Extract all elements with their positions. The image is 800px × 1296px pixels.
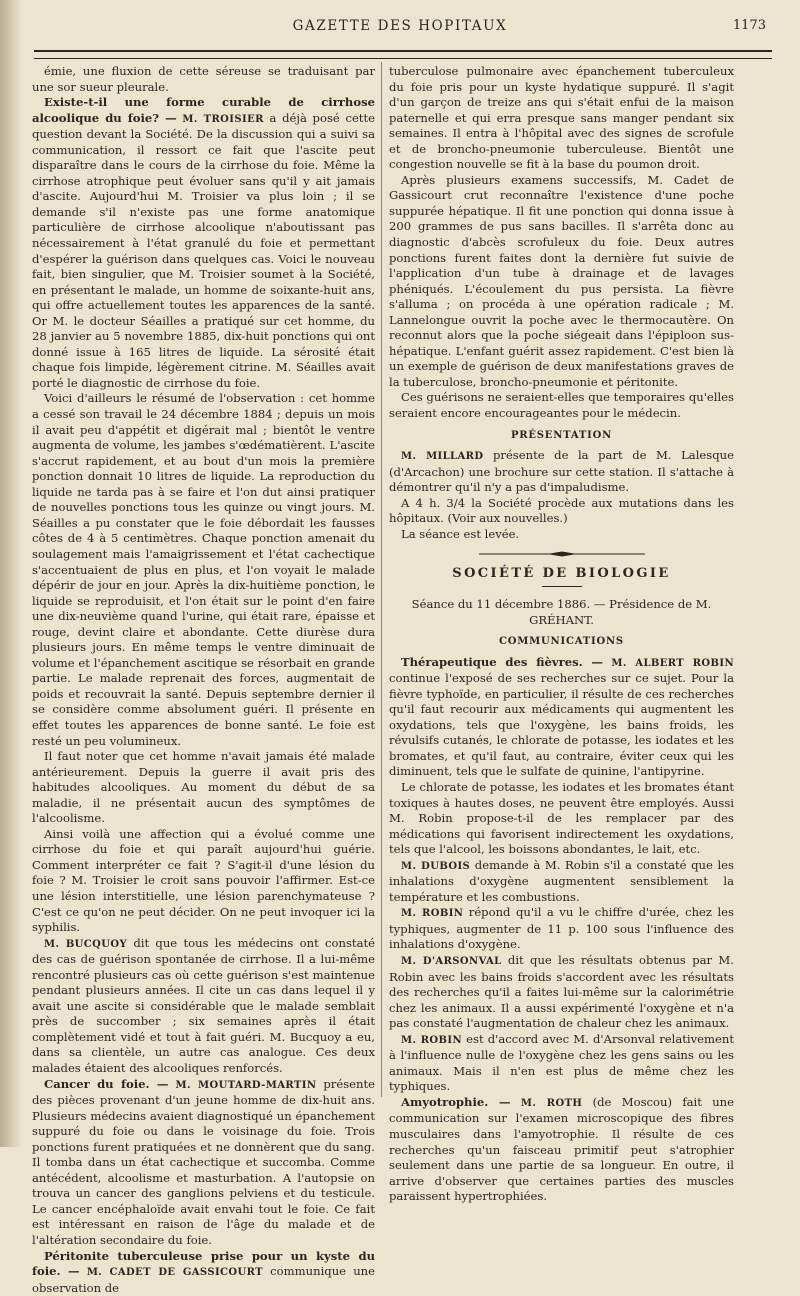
paragraph-heading: Péritonite tuberculeuse prise pour un kyste du foie. — xyxy=(32,1248,375,1279)
communications-heading: COMMUNICATIONS xyxy=(499,636,624,648)
heading-underline xyxy=(542,586,582,587)
paragraph xyxy=(389,64,734,173)
presentation-heading: PRÉSENTATION xyxy=(510,429,613,441)
speaker-name: M. D'ARSONVAL xyxy=(401,955,502,967)
paragraph-text: (de Moscou) fait une communication sur l'examen microscopique des fibres musculaires dans l'amyotrophie. Il résulte de ces recherches qu'un faisceau primitif peut s'atrophier seulement dans une partie de sa longueur. En outre, il arrive d'observer que certaines parties des muscles paraissent hypertrophiées. xyxy=(389,1094,735,1204)
paragraph-text: dit que les résultats obtenus par M. Robin avec les bains froids s'accordent avec les résultats des recherches qu'il a faites lui-même sur la calorimétrie chez les animaux. Il a aussi expérimenté l'oxygène et n'a pas constaté l'augmentation de chaleur chez les animaux. xyxy=(389,952,734,1031)
society-heading: SOCIÉTÉ DE BIOLOGIE xyxy=(452,566,671,582)
paragraph-text: Il faut noter que cet homme n'avait jamais été malade antérieurement. Depuis la guerre il avait pris des habitudes alcooliques. Au moment du début de sa maladie, il ne présentait aucun des symptômes de l'alcoolisme. xyxy=(32,749,375,826)
paragraph-text: tuberculose pulmonaire avec épanchement tuberculeux du foie pris pour un kyste hydatique suppuré. Il s'agit d'un garçon de treize ans qui s'était enfui de la maison paternelle et qui erra presque sans manger pendant six semaines. Il entra à l'hôpital avec des signes de scrofule et de broncho-pneumonie tuberculeuse. Bientôt une congestion nouvelle se fit à la base du poumon droit. xyxy=(389,64,734,172)
paragraph-heading: Thérapeutique des fièvres. — xyxy=(401,654,603,669)
paragraph xyxy=(389,1095,734,1205)
presentation-section xyxy=(389,448,734,542)
paragraph-text: dit que tous les médecins ont constaté des cas de guérison spontanée de cirrhose. Il a lui-même rencontré plusieurs cas où cette guérison s'est maintenue pendant plusieurs années. Il cite un cas dans lequel il y avait une ascite si considérable que le malade semblait près de succomber ; six semaines après il était complètement vidé et tout à fait guéri. M. Bucquoy a eu, dans sa clientèle, un autre cas analogue. Ces deux malades étaient des alcooliques renforcés. xyxy=(32,935,375,1075)
paragraph-text: communique une observation de xyxy=(32,1264,375,1295)
speaker-name: M. ROBIN xyxy=(401,908,464,920)
paragraph xyxy=(32,95,375,391)
paragraph xyxy=(389,527,734,543)
speaker-name: M. MOUTARD-MARTIN xyxy=(175,1079,317,1091)
paragraph-text: présente des pièces provenant d'un jeune homme de dix-huit ans. Plusieurs médecins avaient diagnostiqué un épanchement suppuré du foie ou dans le voisinage du foie. Trois ponctions furent pratiquées et ne donnèrent que du sang. Il tomba dans un état cachectique et succomba. Comme antécédent, alcoolisme et masturbation. A l'autopsie on trouva un cancer des ganglions pelviens et du testicule. Le cancer encéphaloïde avait envahi tout le foie. Ce fait est intéressant en raison de l'âge du malade et de l'altération secondaire du foie. xyxy=(32,1076,375,1248)
paragraph-text: Voici d'ailleurs le résumé de l'observation : cet homme a cessé son travail le 24 décembre 1884 ; depuis un mois il avait peu d'appétit et digérait mal ; bientôt le ventre augmenta de volume, les jambes s'œdématièrent. L'ascite s'accrut rapidement, et au bout d'un mois la première ponction donnait 10 litres de liquide. La reproduction du liquide ne tarda pas à se faire et l'on dut ainsi pratiquer de nouvelles ponctions tous les quinze ou vingt jours. M. Séailles a pu constater que le foie débordait les fausses côtes de 4 à 5 centimètres. Chaque ponction amenait du soulagement mais l'amaigrissement et l'état cachectique s'accentuaient de plus en plus, et l'on voyait le malade dépérir de jour en jour. Après la dix-huitième ponction, le liquide se reproduisit, et l'on était sur le point d'en faire une dix-neuvième quand l'urine, qui était rare, épaisse et rouge, devint claire et abondante. Cette diurèse dura plusieurs jours. En même temps le ventre diminuait de volume et l'épanchement ascitique se résorbait en grande partie. Le malade reprenait des forces, augmentait de poids et recouvrait la santé. Depuis septembre dernier il se considère comme absolument guéri. Il présente en effet toutes les apparences de bonne santé. Le foie est resté un peu volumineux. xyxy=(32,391,375,748)
speaker-name: M. BUCQUOY xyxy=(44,938,128,950)
paragraph xyxy=(32,749,375,827)
speaker-name: M. ROTH xyxy=(520,1097,583,1109)
paragraph-text: répond qu'il a vu le chiffre d'urée, chez les typhiques, augmenter de 11 p. 100 sous l'influence des inhalations d'oxygène. xyxy=(389,905,734,952)
speaker-name: M. MILLARD xyxy=(401,451,484,463)
paragraph-text: est d'accord avec M. d'Arsonval relativement à l'influence nulle de l'oxygène chez les gens sains ou les animaux. Mais il n'en est plus de même chez les typhiques. xyxy=(389,1031,735,1094)
speaker-name: M. DUBOIS xyxy=(401,860,471,872)
column-separator xyxy=(381,62,382,1097)
paragraph-text: Après plusieurs examens successifs, M. Cadet de Gassicourt crut reconnaître l'existence d'une poche suppurée hépatique. Il fit une ponction qui donna issue à 200 grammes de pus sans bacilles. Il s'arrêta donc au diagnostic d'abcès scrofuleux du foie. Deux autres ponctions furent faites dont la dernière fut suivie de l'application d'un tube à drainage et de lavages phéniqués. L'écoulement du pus persista. La fièvre s'alluma ; on procéda à une opération radicale ; M. Lannelongue ouvrit la poche avec le thermocautère. On reconnut alors que la poche siégeait dans l'épiploon sus-hépatique. L'enfant guérit assez rapidement. C'est bien là un exemple de guérison de deux manifestations graves de la tuberculose, broncho-pneumonie et péritonite. xyxy=(389,172,734,389)
paragraph xyxy=(389,905,734,953)
paragraph-text: A 4 h. 3/4 la Société procède aux mutations dans les hôpitaux. (Voir aux nouvelles.) xyxy=(389,495,734,526)
paragraph xyxy=(32,827,375,936)
journal-title: GAZETTE DES HOPITAUX xyxy=(292,18,508,34)
paragraph-heading: Existe-t-il une forme curable de cirrhose alcoolique du foie? — xyxy=(32,95,375,125)
paragraph xyxy=(32,1249,375,1296)
paragraph xyxy=(32,391,375,749)
speaker-name: M. TROISIER xyxy=(182,113,264,125)
paragraph xyxy=(389,1032,734,1095)
paragraph xyxy=(389,858,734,906)
header-double-rule xyxy=(34,50,772,59)
right-column xyxy=(389,64,734,1205)
paragraph-heading: Cancer du foie. — xyxy=(44,1076,169,1091)
paragraph-text: a déjà posé cette question devant la Société. De la discussion qui a suivi sa communication, il ressort ce fait que l'ascite peut disparaître dans le cours de la cirrhose du foie. Même la cirrhose atrophique peut évoluer sans qu'il y ait jamais d'ascite. Aujourd'hui M. Troisier va plus loin ; il se demande s'il n'existe pas une forme anatomique particulière de cirrhose alcoolique n'aboutissant pas nécessairement à l'état granulé du foie et permettant d'espérer la guérison dans quelques cas. Voici le nouveau fait, bien singulier, que M. Troisier soumet à la Société, en présentant le malade, un homme de soixante-huit ans, qui offre actuellement toutes les apparences de la santé. Or M. le docteur Séailles a pratiqué sur cet homme, du 28 janvier au 5 novembre 1885, dix-huit ponctions qui ont donné issue à 165 litres de liquide. La sérosité était chaque fois limpide, légèrement citrine. M. Séailles avait porté le diagnostic de cirrhose du foie. xyxy=(32,110,375,390)
left-column xyxy=(32,64,375,1296)
speaker-name: M. ROBIN xyxy=(401,1034,462,1046)
paragraph xyxy=(32,64,375,95)
paragraph-heading: Amyotrophie. — xyxy=(401,1094,511,1109)
page-number: 1173 xyxy=(732,18,766,33)
biology-section xyxy=(389,655,734,1205)
running-header xyxy=(34,18,766,40)
paragraph-text: présente de la part de M. Lalesque (d'Arcachon) une brochure sur cette station. Il s'attache à démontrer qu'il n'y a pas d'impaludisme. xyxy=(389,448,734,495)
paragraph xyxy=(389,448,734,496)
paragraph-text: émie, une fluxion de cette séreuse se traduisant par une sor sueur pleurale. xyxy=(32,64,375,94)
section-ornament-rule xyxy=(477,550,647,558)
paragraph xyxy=(32,1077,375,1249)
paragraph xyxy=(389,496,734,527)
paragraph xyxy=(389,780,734,858)
speaker-name: M. CADET DE GASSICOURT xyxy=(86,1267,263,1279)
right-column-continuation xyxy=(389,64,734,422)
paragraph-text: La séance est levée. xyxy=(401,526,520,541)
paragraph xyxy=(389,953,734,1032)
paragraph-text: Ainsi voilà une affection qui a évolué comme une cirrhose du foie et qui paraît aujourd'hui guérie. Comment interpréter ce fait ? S'agit-il d'une lésion du foie ? M. Troisier le croit sans pouvoir l'affirmer. Est-ce une lésion interstitielle, une lésion parenchymateuse ? C'est ce qu'on ne peut décider. On ne peut invoquer ici la syphilis. xyxy=(32,826,375,935)
paragraph xyxy=(389,655,734,780)
paragraph-text: continue l'exposé de ses recherches sur ce sujet. Pour la fièvre typhoïde, en particulier, il résulte de ces recherches qu'il faut recourir aux médicaments qui augmentent les oxydations, tels que l'oxygène, les bains froids, les révulsifs cutanés, le chlorate de potasse, les iodates et les bromates, et qu'il faut, au contraire, éviter ceux qui les diminuent, tels que le sulfate de quinine, l'antipyrine. xyxy=(389,671,734,779)
paragraph-text: Ces guérisons ne seraient-elles que temporaires qu'elles seraient encore encourageantes pour le médecin. xyxy=(389,390,734,421)
paragraph xyxy=(32,936,375,1077)
speaker-name: M. ALBERT ROBIN xyxy=(611,657,734,669)
paragraph-text: Le chlorate de potasse, les iodates et les bromates étant toxiques à hautes doses, ne peuvent être employés. Aussi M. Robin propose-t-il de les remplacer par des médications qui favorisent indirectement les oxydations, tels que l'alcool, les boissons abondantes, le lait, etc. xyxy=(389,779,734,857)
book-spine-shadow xyxy=(0,0,22,1147)
seance-line: Séance du 11 décembre 1886. — Présidence de M. GRÉHANT. xyxy=(411,596,712,627)
paragraph xyxy=(389,173,734,391)
paragraph-text: demande à M. Robin s'il a constaté que les inhalations d'oxygène augmentent sensiblement la température et les combustions. xyxy=(389,857,734,904)
paragraph xyxy=(389,390,734,421)
